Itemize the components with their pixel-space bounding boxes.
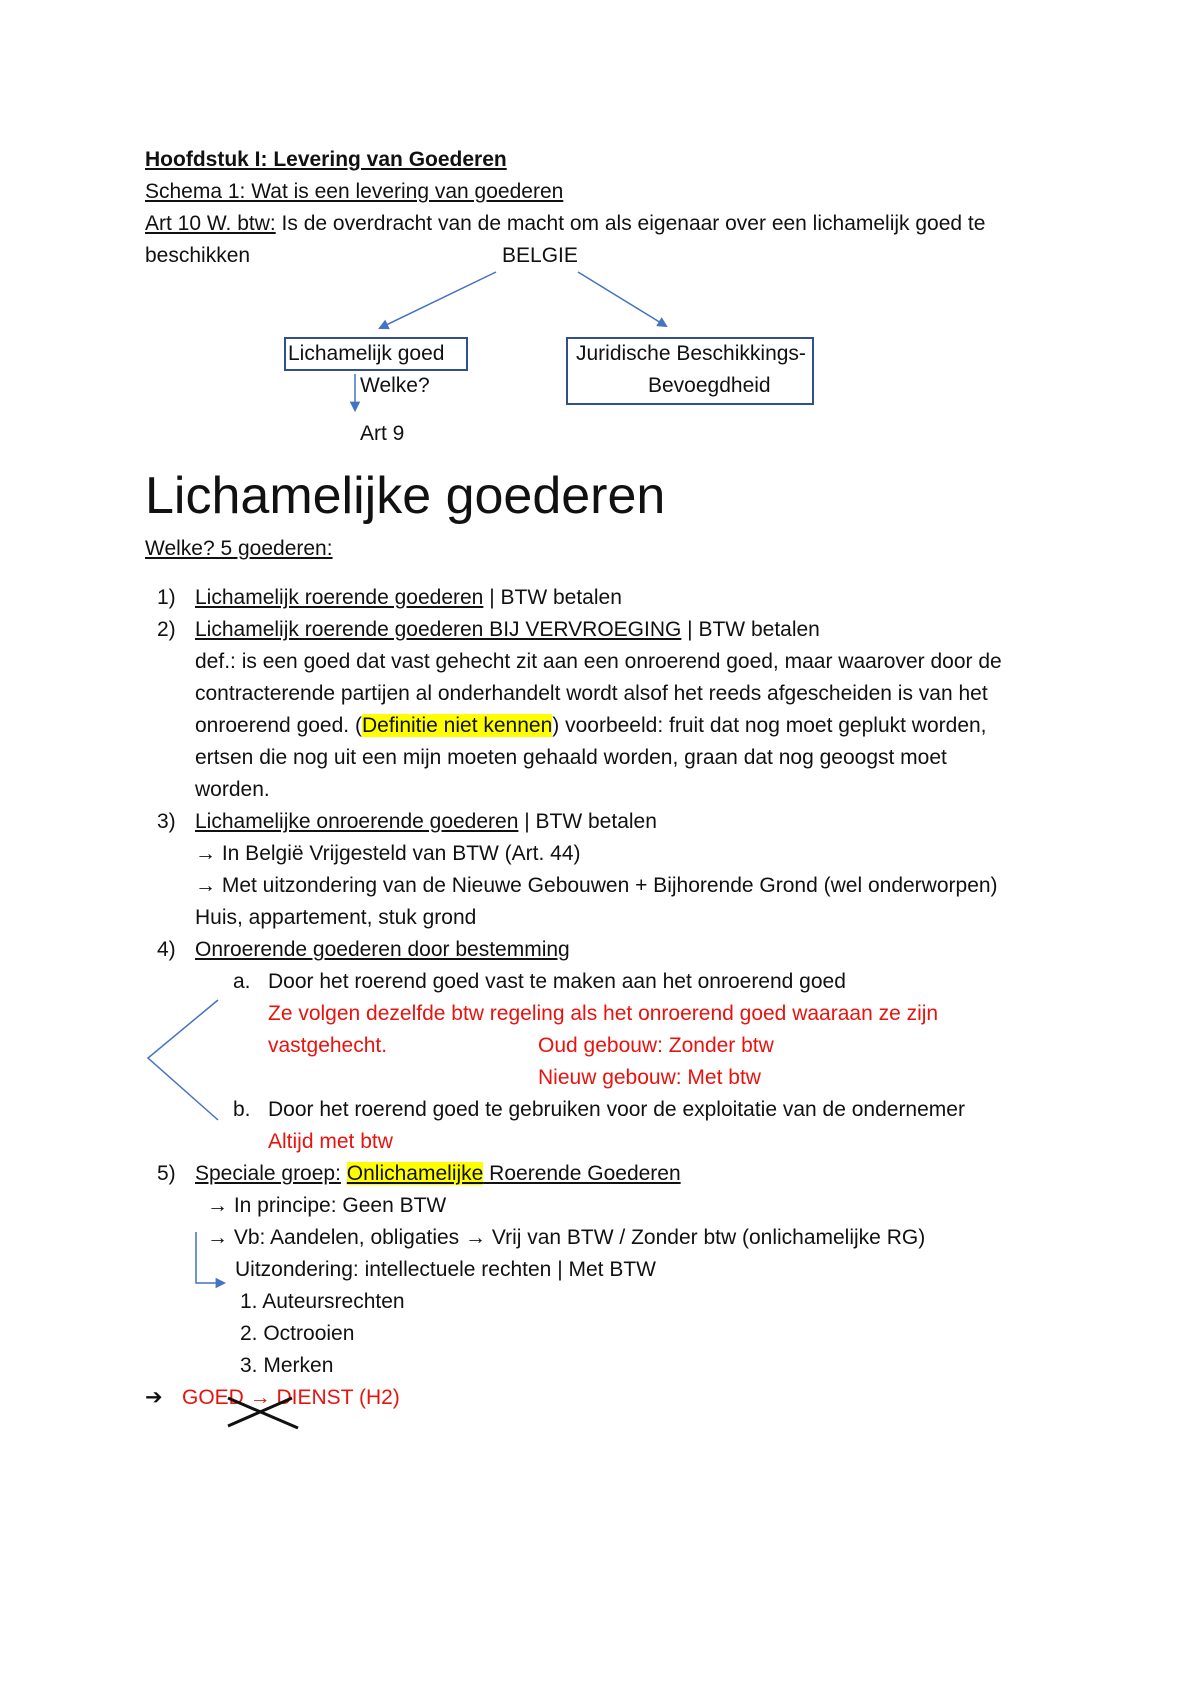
item5-sub-line3: Uitzondering: intellectuele rechten | Met BTW (235, 1258, 656, 1281)
item2-def3a: onroerend goed. ( (195, 714, 362, 737)
item5-label-a: Speciale groep: (195, 1162, 341, 1185)
footer-text: GOED → DIENST (H2) (182, 1386, 400, 1409)
item2-def-line1: def.: is een goed dat vast gehecht zit aan een onroerend goed, maar waarover door de (195, 650, 1002, 673)
item1-rest: | BTW betalen (483, 586, 622, 609)
item2-number: 2) (157, 618, 176, 641)
arrow-belgie-right (578, 272, 666, 326)
item4-label: Onroerende goederen door bestemming (195, 938, 570, 961)
schema-title: Schema 1: Wat is een levering van goederen (145, 180, 564, 203)
welke-label: Welke? (360, 374, 430, 397)
art10-continuation: beschikken (145, 244, 251, 267)
item4a-text: Door het roerend goed vast te maken aan het onroerend goed (268, 970, 846, 993)
box-right-line2: Bevoegdheid (648, 374, 771, 397)
item1-label: Lichamelijk roerende goederen (195, 586, 484, 609)
item5-number: 5) (157, 1162, 176, 1185)
bracket-item4 (148, 1000, 218, 1120)
art10-label: Art 10 W. btw: (145, 212, 276, 235)
item2-def-line5: worden. (195, 778, 270, 801)
item2-rest: | BTW betalen (681, 618, 820, 641)
item2-def-line4: ertsen die nog uit een mijn moeten gehaald worden, graan dat nog geoogst moet (195, 746, 947, 769)
item3-rest: | BTW betalen (518, 810, 657, 833)
item4b-letter: b. (233, 1098, 251, 1121)
item1-number: 1) (157, 586, 176, 609)
item5-subitem: 2. Octrooien (240, 1322, 355, 1345)
item2-def3b: ) voorbeeld: fruit dat nog moet geplukt worden, (552, 714, 987, 737)
item3-number: 3) (157, 810, 176, 833)
nieuw-gebouw-text: Nieuw gebouw: Met btw (538, 1066, 761, 1089)
cross-stroke-1 (228, 1398, 298, 1428)
oud-gebouw-text: Oud gebouw: Zonder btw (538, 1034, 774, 1057)
item3-sub-line3: Huis, appartement, stuk grond (195, 906, 477, 929)
belgie-label: BELGIE (502, 244, 578, 267)
section-subtitle: Welke? 5 goederen: (145, 537, 333, 560)
item3-label: Lichamelijke onroerende goederen (195, 810, 519, 833)
item4a-red-line2: vastgehecht. (268, 1034, 388, 1057)
highlight-onlichamelijke: Onlichamelijke (346, 1162, 484, 1185)
item4b-red: Altijd met btw (268, 1130, 393, 1153)
item4-number: 4) (157, 938, 176, 961)
item5-label-b: Roerende Goederen (483, 1162, 681, 1185)
footer-bullet-arrow: ➔ (145, 1386, 163, 1409)
item5-sub-line2: → Vb: Aandelen, obligaties → Vrij van BTW / Zonder btw (onlichamelijke RG) (207, 1226, 926, 1249)
item4a-letter: a. (233, 970, 251, 993)
section-title: Lichamelijke goederen (145, 467, 666, 525)
highlight-definitie: Definitie niet kennen (361, 714, 553, 737)
arrow-uitzondering (196, 1232, 224, 1283)
item4a-red-line1: Ze volgen dezelfde btw regeling als het onroerend goed waaraan ze zijn (268, 1002, 939, 1025)
item2-label: Lichamelijk roerende goederen BIJ VERVROEGING (195, 618, 682, 641)
item5-subitem: 3. Merken (240, 1354, 334, 1377)
item2-def-line2: contracterende partijen al onderhandelt wordt alsof het reeds afgescheiden is van het (195, 682, 988, 705)
item3-sub-line2: → Met uitzondering van de Nieuwe Gebouwen + Bijhorende Grond (wel onderworpen) (195, 874, 998, 897)
item4b-text: Door het roerend goed te gebruiken voor de exploitatie van de ondernemer (268, 1098, 965, 1121)
item5-subitem: 1. Auteursrechten (240, 1290, 405, 1313)
box-right-line1: Juridische Beschikkings- (576, 342, 806, 365)
item5-sub-line1: → In principe: Geen BTW (207, 1194, 447, 1217)
box-left-label: Lichamelijk goed (288, 342, 445, 365)
art10-text: Is de overdracht van de macht om als eigenaar over een lichamelijk goed te (275, 212, 986, 235)
item3-sub-line1: → In België Vrijgesteld van BTW (Art. 44) (195, 842, 581, 865)
art9-label: Art 9 (360, 422, 405, 445)
chapter-title: Hoofdstuk I: Levering van Goederen (145, 148, 507, 171)
arrow-belgie-left (380, 272, 496, 328)
